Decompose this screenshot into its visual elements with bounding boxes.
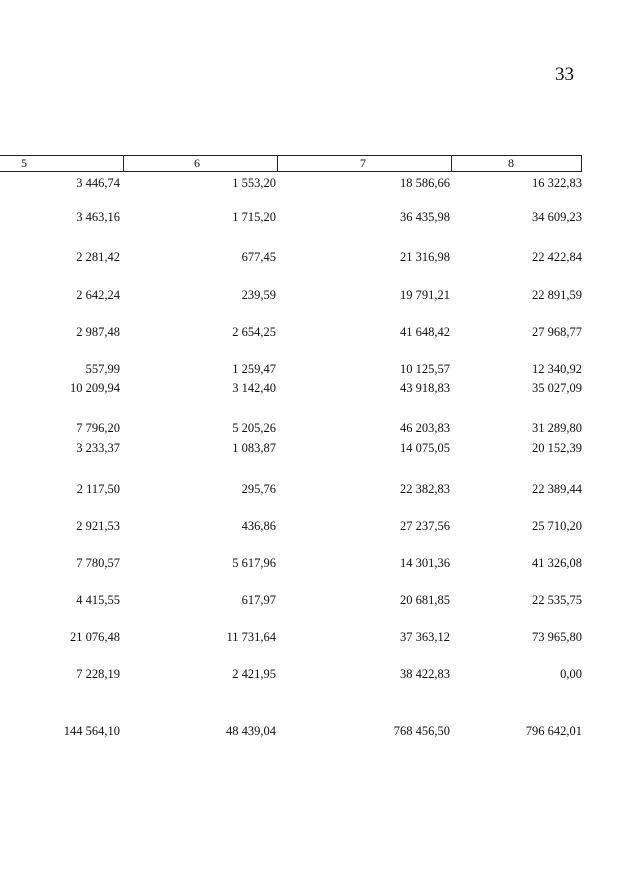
- column-header-5: 5: [21, 156, 27, 170]
- table-cell: 21 076,48: [70, 630, 120, 644]
- table-cell: 768 456,50: [393, 724, 450, 738]
- table-cell: 20 681,85: [400, 593, 450, 607]
- table-cell: 22 422,84: [532, 250, 582, 264]
- table-cell: 7 796,20: [76, 421, 120, 435]
- table-cell: 27 237,56: [400, 519, 450, 533]
- table-cell: 436,86: [241, 519, 276, 533]
- table-cell: 677,45: [241, 250, 276, 264]
- table-cell: 35 027,09: [532, 381, 582, 395]
- table-cell: 46 203,83: [400, 421, 450, 435]
- table-cell: 22 891,59: [532, 288, 582, 302]
- table-cell: 43 918,83: [400, 381, 450, 395]
- table-cell: 7 228,19: [76, 667, 120, 681]
- table-cell: 34 609,23: [532, 210, 582, 224]
- table-cell: 18 586,66: [400, 176, 450, 190]
- table-cell: 2 642,24: [76, 288, 120, 302]
- table-cell: 16 322,83: [532, 176, 582, 190]
- table-cell: 557,99: [85, 362, 120, 376]
- table-cell: 4 415,55: [76, 593, 120, 607]
- table-cell: 617,97: [241, 593, 276, 607]
- table-cell: 22 389,44: [532, 482, 582, 496]
- table-cell: 239,59: [241, 288, 276, 302]
- table-cell: 1 259,47: [232, 362, 276, 376]
- table-cell: 1 083,87: [232, 441, 276, 455]
- table-cell: 3 142,40: [232, 381, 276, 395]
- table-cell: 295,76: [241, 482, 276, 496]
- table-cell: 796 642,01: [525, 724, 582, 738]
- table-cell: 5 617,96: [232, 556, 276, 570]
- table-cell: 37 363,12: [400, 630, 450, 644]
- table-cell: 2 987,48: [76, 325, 120, 339]
- table-cell: 1 553,20: [232, 176, 276, 190]
- table-cell: 48 439,04: [226, 724, 276, 738]
- table-cell: 5 205,26: [232, 421, 276, 435]
- table-cell: 38 422,83: [400, 667, 450, 681]
- table-cell: 3 463,16: [76, 210, 120, 224]
- table-cell: 20 152,39: [532, 441, 582, 455]
- table-cell: 0,00: [560, 667, 582, 681]
- table-cell: 3 233,37: [76, 441, 120, 455]
- table-cell: 2 421,95: [232, 667, 276, 681]
- table-cell: 14 301,36: [400, 556, 450, 570]
- table-cell: 11 731,64: [226, 630, 276, 644]
- table-cell: 22 535,75: [532, 593, 582, 607]
- table-cell: 31 289,80: [532, 421, 582, 435]
- table-cell: 73 965,80: [532, 630, 582, 644]
- table-cell: 27 968,77: [532, 325, 582, 339]
- table-header-row: [0, 155, 582, 172]
- page-number: 33: [555, 64, 574, 85]
- column-header-8: 8: [451, 156, 581, 171]
- table-cell: 2 921,53: [76, 519, 120, 533]
- column-header-6: 6: [123, 156, 277, 171]
- table-cell: 10 125,57: [400, 362, 450, 376]
- table-cell: 21 316,98: [400, 250, 450, 264]
- table-cell: 19 791,21: [400, 288, 450, 302]
- table-cell: 2 654,25: [232, 325, 276, 339]
- table-cell: 144 564,10: [63, 724, 120, 738]
- table-cell: 12 340,92: [532, 362, 582, 376]
- table-cell: 2 117,50: [76, 482, 120, 496]
- table-cell: 2 281,42: [76, 250, 120, 264]
- table-cell: 41 326,08: [532, 556, 582, 570]
- table-cell: 36 435,98: [400, 210, 450, 224]
- table-cell: 41 648,42: [400, 325, 450, 339]
- column-header-7: 7: [277, 156, 451, 171]
- table-cell: 3 446,74: [76, 176, 120, 190]
- table-cell: 10 209,94: [70, 381, 120, 395]
- table-cell: 25 710,20: [532, 519, 582, 533]
- table-cell: 22 382,83: [400, 482, 450, 496]
- table-cell: 14 075,05: [400, 441, 450, 455]
- table-cell: 7 780,57: [76, 556, 120, 570]
- table-cell: 1 715,20: [232, 210, 276, 224]
